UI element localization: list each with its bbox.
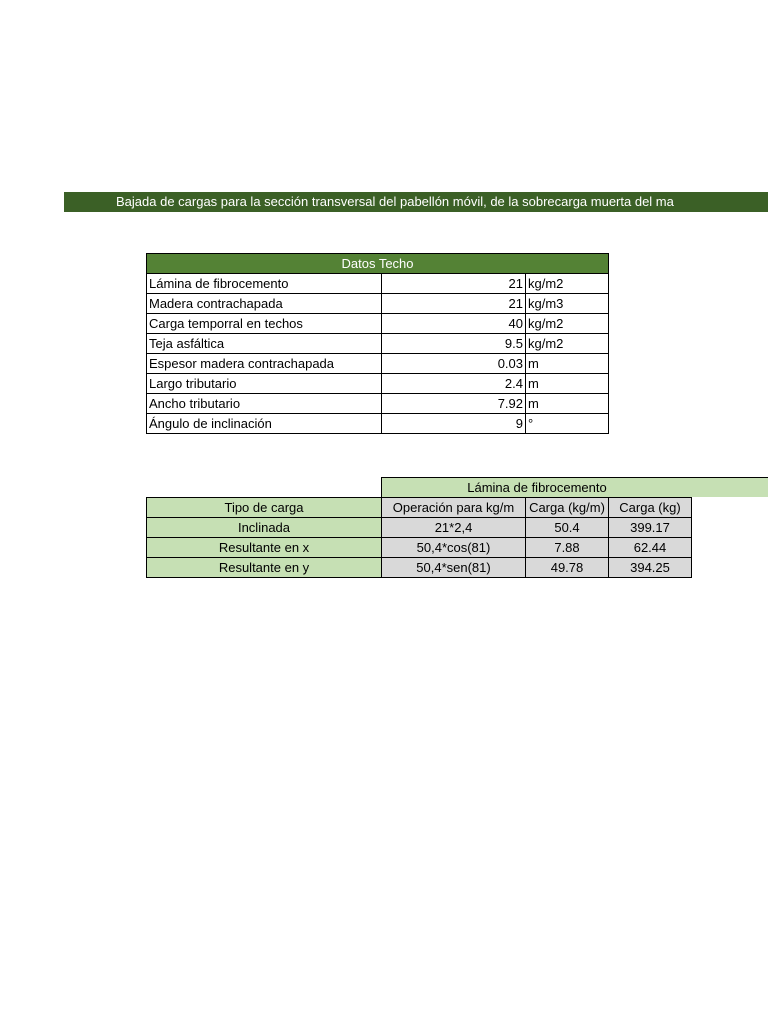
table-row [147,414,609,434]
param-unit[interactable]: m [526,374,609,394]
param-value[interactable]: 9 [382,414,526,434]
param-label[interactable]: Lámina de fibrocemento [147,274,382,294]
col-header-operacion[interactable]: Operación para kg/m [382,498,526,518]
lamina-group-header[interactable] [381,477,768,497]
carga-kgm-cell[interactable]: 7.88 [526,538,609,558]
table-row [147,294,609,314]
table-row [147,374,609,394]
tipo-cell[interactable]: Inclinada [147,518,382,538]
param-value[interactable]: 7.92 [382,394,526,414]
datos-techo-header-row [147,254,609,274]
param-label[interactable]: Teja asfáltica [147,334,382,354]
table-row [147,334,609,354]
carga-kg-cell[interactable]: 399.17 [609,518,692,538]
param-value[interactable]: 40 [382,314,526,334]
table-row [147,274,609,294]
param-unit[interactable]: ° [526,414,609,434]
table-row [147,518,692,538]
param-value[interactable]: 0.03 [382,354,526,374]
param-unit[interactable]: m [526,394,609,414]
param-label[interactable]: Carga temporral en techos [147,314,382,334]
carga-kg-cell[interactable]: 394.25 [609,558,692,578]
banner-title: Bajada de cargas para la sección transversal del pabellón móvil, de la sobrecarga muerta del ma [116,194,674,209]
param-value[interactable]: 21 [382,274,526,294]
carga-kgm-cell[interactable]: 50.4 [526,518,609,538]
param-unit[interactable]: kg/m3 [526,294,609,314]
tipo-cell[interactable]: Resultante en y [147,558,382,578]
col-header-carga-kgm[interactable]: Carga (kg/m) [526,498,609,518]
param-value[interactable]: 9.5 [382,334,526,354]
carga-kgm-cell[interactable]: 49.78 [526,558,609,578]
datos-techo-header[interactable]: Datos Techo [147,254,609,274]
param-label[interactable]: Largo tributario [147,374,382,394]
table-row [147,394,609,414]
operacion-cell[interactable]: 50,4*sen(81) [382,558,526,578]
table-row [147,354,609,374]
cargas-table [146,497,692,578]
operacion-cell[interactable]: 21*2,4 [382,518,526,538]
operacion-cell[interactable]: 50,4*cos(81) [382,538,526,558]
table-row [147,538,692,558]
param-value[interactable]: 21 [382,294,526,314]
param-unit[interactable]: kg/m2 [526,274,609,294]
param-unit[interactable]: m [526,354,609,374]
param-label[interactable]: Ángulo de inclinación [147,414,382,434]
param-label[interactable]: Madera contrachapada [147,294,382,314]
param-unit[interactable]: kg/m2 [526,314,609,334]
param-unit[interactable]: kg/m2 [526,334,609,354]
param-label[interactable]: Ancho tributario [147,394,382,414]
table-row [147,558,692,578]
tipo-cell[interactable]: Resultante en x [147,538,382,558]
table-row [147,314,609,334]
col-header-carga-kg[interactable]: Carga (kg) [609,498,692,518]
param-value[interactable]: 2.4 [382,374,526,394]
datos-techo-table [146,253,609,434]
cargas-header-row [147,498,692,518]
lamina-group-header-label: Lámina de fibrocemento [467,480,607,495]
title-banner [64,192,768,212]
carga-kg-cell[interactable]: 62.44 [609,538,692,558]
param-label[interactable]: Espesor madera contrachapada [147,354,382,374]
col-header-tipo[interactable]: Tipo de carga [147,498,382,518]
